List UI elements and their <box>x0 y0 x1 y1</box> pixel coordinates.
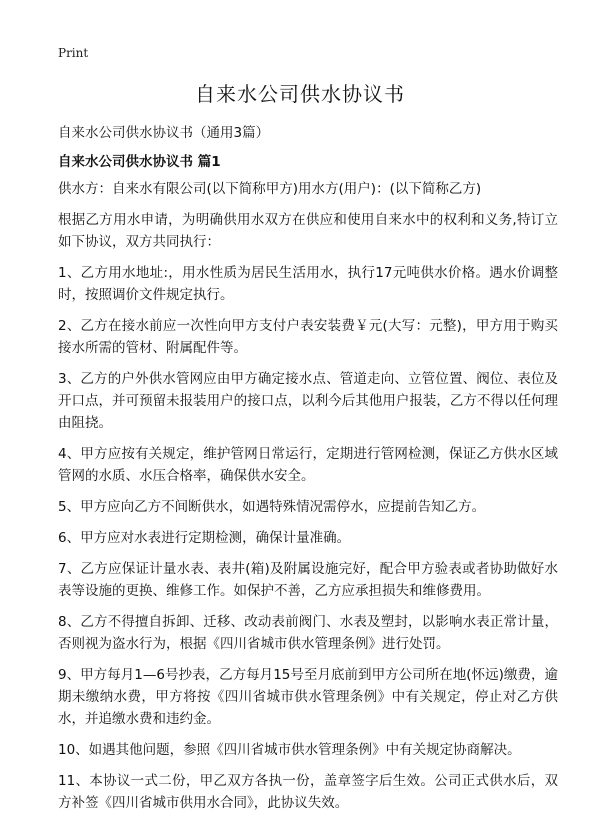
document-subtitle: 自来水公司供水协议书（通用3篇） <box>58 125 270 141</box>
clause-8: 8、乙方不得擅自拆卸、迁移、改动表前阀门、水表及塑封，以影响水表正常计量，否则视为盗水行为，根据《四川省城市供水管理条例》进行处罚。 <box>58 614 558 652</box>
clause-3: 3、乙方的户外供水管网应由甲方确定接水点、管道走向、立管位置、阀位、表位及开口点，并可预留未报装用户的接口点，以利今后其他用户报装，乙方不得以任何理由阻挠。 <box>58 371 558 431</box>
paragraph-party-info: 供水方：自来水有限公司(以下简称甲方)用水方(用户)：(以下简称乙方) <box>58 181 482 197</box>
clause-9: 9、甲方每月1—6号抄表，乙方每月15号至月底前到甲方公司所在地(怀远)缴费，逾期未缴纳水费，甲方将按《四川省城市供水管理条例》中有关规定，停止对乙方供水，并追缴水费和违约金。 <box>58 667 558 727</box>
print-label: Print <box>58 46 89 60</box>
clause-2: 2、乙方在接水前应一次性向甲方支付户表安装费￥元(大写：元整)，甲方用于购买接水所需的管材、附属配件等。 <box>58 318 558 356</box>
clause-6: 6、甲方应对水表进行定期检测，确保计量准确。 <box>58 530 351 546</box>
document-title: 自来水公司供水协议书 <box>195 82 405 106</box>
section-heading: 自来水公司供水协议书 篇1 <box>58 154 221 170</box>
clause-5: 5、甲方应向乙方不间断供水，如遇特殊情况需停水，应提前告知乙方。 <box>58 499 486 515</box>
clause-11: 11、本协议一式二份，甲乙双方各执一份，盖章签字后生效。公司正式供水后，双方补签《四川省城市供用水合同》，此协议失效。 <box>58 773 558 811</box>
clause-4: 4、甲方应按有关规定，维护管网日常运行，定期进行管网检测，保证乙方供水区域管网的水质、水压合格率，确保供水安全。 <box>58 446 558 484</box>
paragraph-intro: 根据乙方用水申请，为明确供用水双方在供应和使用自来水中的权利和义务,特订立如下协议，双方共同执行： <box>58 212 558 250</box>
document-body <box>58 178 558 823</box>
clause-10: 10、如遇其他问题，参照《四川省城市供水管理条例》中有关规定协商解决。 <box>58 742 521 758</box>
clause-1: 1、乙方用水地址:，用水性质为居民生活用水，执行17元吨供水价格。遇水价调整时，按照调价文件规定执行。 <box>58 265 558 303</box>
clause-7: 7、乙方应保证计量水表、表井(箱)及附属设施完好，配合甲方验表或者协助做好水表等设施的更换、维修工作。如保护不善，乙方应承担损失和维修费用。 <box>58 561 558 599</box>
